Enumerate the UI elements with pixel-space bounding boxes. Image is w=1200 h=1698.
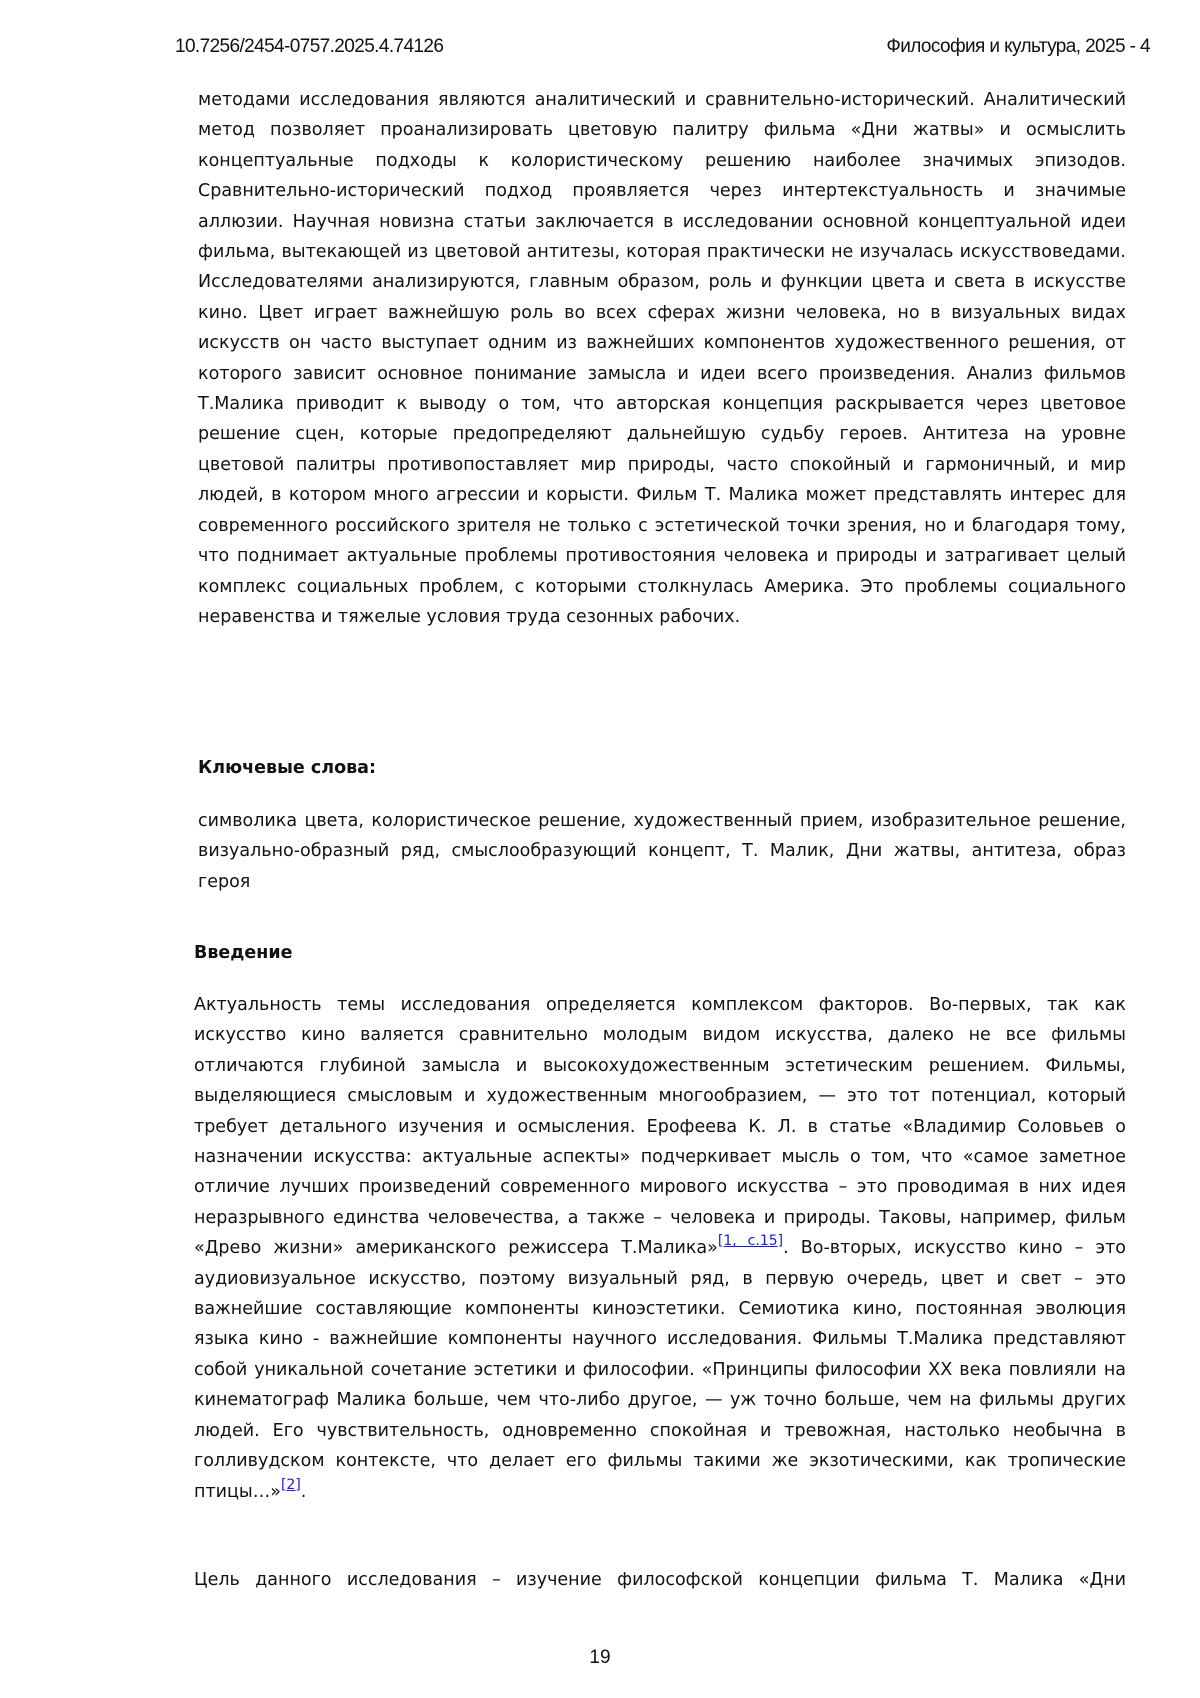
citation-link-2[interactable]: [2] [280,1476,301,1493]
page-number: 19 [589,1647,611,1668]
abstract-paragraph [198,85,1126,632]
introduction-paragraph [194,990,1126,1507]
citation-link-1[interactable]: [1, с.15] [717,1233,784,1250]
goal-text: Цель данного исследования – изучение философской концепции фильма Т. Малика «Дни [194,1570,1126,1590]
journal-header: Философия и культура, 2025 - 4 [886,36,1150,57]
intro-text-part1: Актуальность темы исследования определяется комплексом факторов. Во-первых, так как искусство кино валяется сравнительно молодым видом искусства, далеко не все фильмы отличаются глубиной замысла и высокохудожественным эстетическим решением. Фильмы, выделяющиеся смысловым и художественным многообразием, — это тот потенциал, который требует детального изучения и осмысления. Ерофеева К. Л. в статье «Владимир Соловьев о назначении искусства: актуальные аспекты» подчеркивает мысль о том, что «самое заметное отличие лучших произведений современного мирового искусства – это проводимая в них идея неразрывного единства человечества, а также – человека и природы. Таковы, например, фильм «Древо жизни» американского режиссера Т.Малика» [194,995,1126,1259]
keywords-heading: Ключевые слова: [198,758,376,778]
doi-header: 10.7256/2454-0757.2025.4.74126 [175,36,444,57]
introduction-heading: Введение [194,943,293,963]
keywords-paragraph [198,806,1126,897]
keywords-text: символика цвета, колористическое решение, художественный прием, изобразительное решение, визуально-образный ряд, смыслообразующий концепт, Т. Малик, Дни жатвы, антитеза, образ героя [198,811,1126,892]
intro-text-part2: . Во-вторых, искусство кино – это аудиовизуальное искусство, поэтому визуальный ряд, в первую очередь, цвет и свет – это важнейшие составляющие компоненты киноэстетики. Семиотика кино, постоянная эволюция языка кино - важнейшие компоненты научного исследования. Фильмы Т.Малика представляют собой уникальной сочетание эстетики и философии. «Принципы философии XX века повлияли на кинематограф Малика больше, чем что-либо другое, — уж точно больше, чем на фильмы других людей. Его чувствительность, одновременно спокойная и тревожная, настолько необычна в голливудском контексте, что делает его фильмы такими же экзотическими, как тропические птицы…» [194,1238,1126,1502]
abstract-text: методами исследования являются аналитический и сравнительно-исторический. Аналитический метод позволяет проанализировать цветовую палитру фильма «Дни жатвы» и осмыслить концептуальные подходы к колористическому решению наиболее значимых эпизодов. Сравнительно-исторический подход проявляется через интертекстуальность и значимые аллюзии. Научная новизна статьи заключается в исследовании основной концептуальной идеи фильма, вытекающей из цветовой антитезы, которая практически не изучалась искусствоведами. Исследователями анализируются, главным образом, роль и функции цвета и света в искусстве кино. Цвет играет важнейшую роль во всех сферах жизни человека, но в визуальных видах искусств он часто выступает одним из важнейших компонентов художественного решения, от которого зависит основное понимание замысла и идеи всего произведения. Анализ фильмов Т.Малика приводит к выводу о том, что авторская концепция раскрывается через цветовое решение сцен, которые предопределяют дальнейшую судьбу героев. Антитеза на уровне цветовой палитры противопоставляет мир природы, часто спокойный и гармоничный, и мир людей, в котором много агрессии и корысти. Фильм Т. Малика может представлять интерес для современного российского зрителя не только с эстетической точки зрения, но и благодаря тому, что поднимает актуальные проблемы противостояния человека и природы и затрагивает целый комплекс социальных проблем, с которыми столкнулась Америка. Это проблемы социального неравенства и тяжелые условия труда сезонных рабочих. [198,90,1126,627]
intro-text-part3: . [300,1481,307,1502]
goal-paragraph [194,1565,1126,1595]
introduction-text [194,990,1126,1507]
